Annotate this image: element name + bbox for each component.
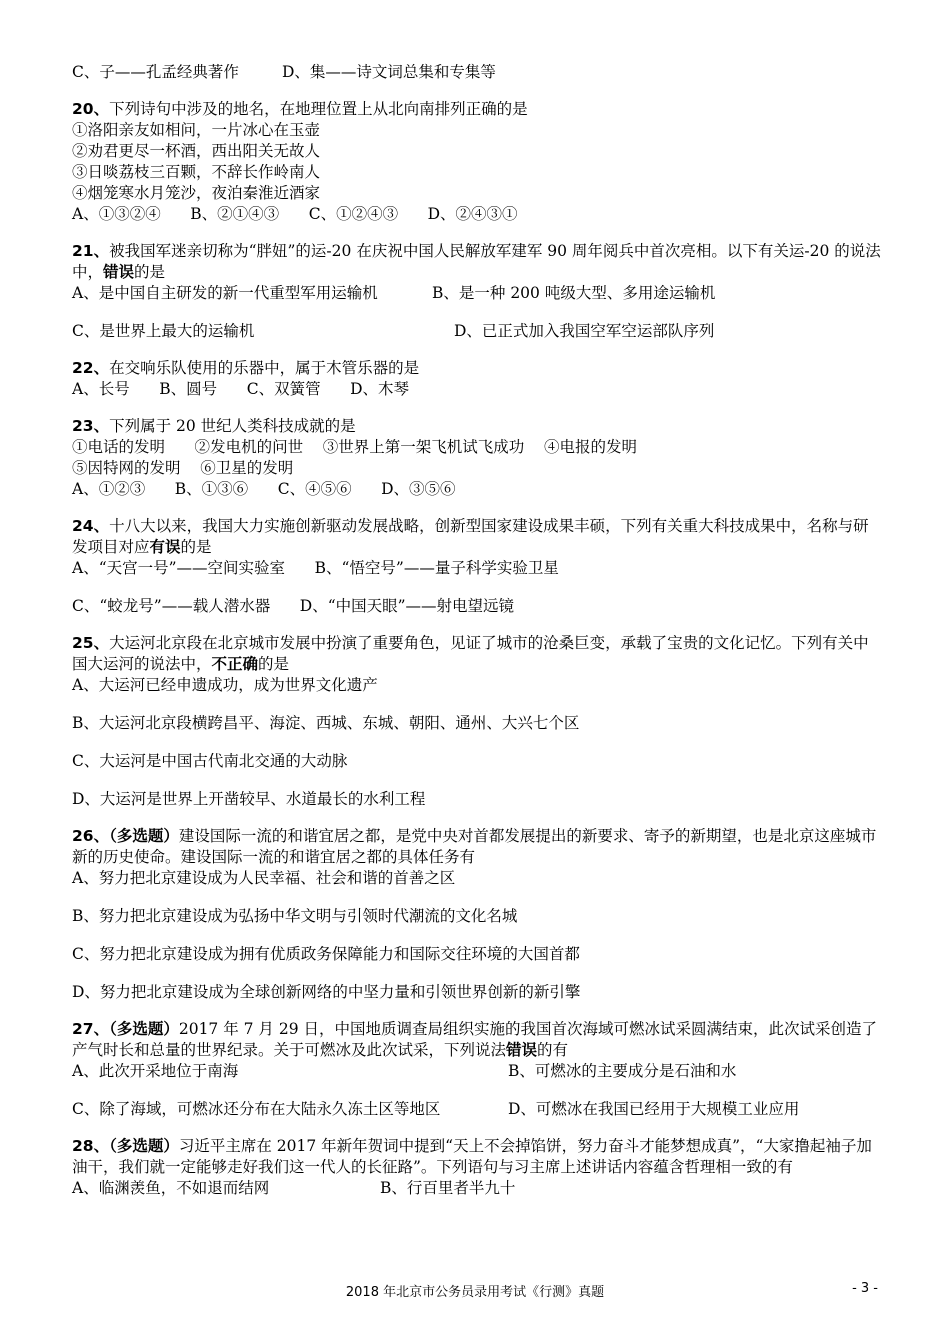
q25-option-b: B、大运河北京段横跨昌平、海淀、西城、东城、朝阳、通州、大兴七个区 [72,714,580,732]
q24-options-ab: A、“天宫一号”——空间实验室 B、“悟空号”——量子科学实验卫星 [72,559,559,577]
q20-item-3: ③日啖荔枝三百颗，不辞长作岭南人 [72,163,321,181]
question-25 [72,633,882,810]
question-28 [72,1136,882,1199]
exam-page [72,62,882,1199]
q22-options: A、长号 B、圆号 C、双簧管 D、木琴 [72,380,410,398]
q26-tag: （多选题） [109,827,179,845]
q24-options-cd: C、“蛟龙号”——载人潜水器 D、“中国天眼”——射电望远镜 [72,597,515,615]
q24-stem-a: 十八大以来，我国大力实施创新驱动发展战略，创新型国家建设成果丰硕，下列有关重大科技成果中，名称与研发项目对应 [72,517,869,556]
q25-stem-b: 的是 [258,655,290,673]
q26-option-b: B、努力把北京建设成为弘扬中华文明与引领时代潮流的文化名城 [72,907,518,925]
q28-stem: 习近平主席在 2017 年新年贺词中提到“天上不会掉馅饼，努力奋斗才能梦想成真”，“大家撸起袖子加油干，我们就一定能够走好我们这一代人的长征路”。下列语句与习主席上述讲话内容蕴含哲理相一致的有 [72,1137,872,1176]
q20-stem: 下列诗句中涉及的地名，在地理位置上从北向南排列正确的是 [109,100,528,118]
question-27 [72,1019,882,1120]
q24-stem-b: 的是 [180,538,212,556]
q28-tag: （多选题） [109,1137,179,1155]
q26-stem: 建设国际一流的和谐宜居之都，是党中央对首都发展提出的新要求、寄予的新期望，也是北京这座城市新的历史使命。建设国际一流的和谐宜居之都的具体任务有 [72,827,877,866]
q21-stem-a: 被我国军迷亲切称为“胖妞”的运-20 在庆祝中国人民解放军建军 90 周年阅兵中首次亮相。以下有关运-20 的说法中， [72,242,881,281]
q28-option-b: B、行百里者半九十 [380,1179,516,1197]
q27-option-b: B、可燃冰的主要成分是石油和水 [508,1062,737,1080]
q25-bold: 不正确 [211,655,259,673]
q26-option-a: A、努力把北京建设成为人民幸福、社会和谐的首善之区 [72,869,456,887]
q20-item-1: ①洛阳亲友如相问，一片冰心在玉壶 [72,121,321,139]
q21-option-c: C、是世界上最大的运输机 [72,322,255,340]
q27-option-d: D、可燃冰在我国已经用于大规模工业应用 [508,1100,800,1118]
q19-option-d: D、集——诗文词总集和专集等 [282,63,496,81]
q27-stem-a: 2017 年 7 月 29 日，中国地质调查局组织实施的我国首次海域可燃冰试采圆满结束，此次试采创造了产气时长和总量的世界纪录。关于可燃冰及此次试采，下列说法 [72,1020,878,1059]
q20-options: A、①③②④ B、②①④③ C、①②④③ D、②④③① [72,205,518,223]
q26-option-c: C、努力把北京建设成为拥有优质政务保障能力和国际交往环境的大国首都 [72,945,580,963]
q19-options [72,62,882,83]
q24-number: 24、 [72,517,110,535]
q27-option-a: A、此次开采地位于南海 [72,1062,239,1080]
question-21 [72,241,882,342]
q26-number: 26、 [72,827,110,845]
q25-number: 25、 [72,634,110,652]
q25-option-d: D、大运河是世界上开凿较早、水道最长的水利工程 [72,790,426,808]
q25-option-a: A、大运河已经申遗成功，成为世界文化遗产 [72,676,378,694]
q28-option-a: A、临渊羡鱼，不如退而结网 [72,1179,270,1197]
question-23 [72,416,882,500]
q23-number: 23、 [72,417,110,435]
q21-stem-b: 的是 [134,263,166,281]
q23-stem: 下列属于 20 世纪人类科技成就的是 [109,417,356,435]
q27-number: 27、 [72,1020,110,1038]
q27-option-c: C、除了海域，可燃冰还分布在大陆永久冻土区等地区 [72,1100,441,1118]
q21-option-a: A、是中国自主研发的新一代重型军用运输机 [72,284,378,302]
question-22 [72,358,882,400]
q26-option-d: D、努力把北京建设成为全球创新网络的中坚力量和引领世界创新的新引擎 [72,983,581,1001]
q21-option-d: D、已正式加入我国空军空运部队序列 [454,322,715,340]
q21-bold: 错误 [103,263,135,281]
q23-items-line-1: ①电话的发明 ②发电机的问世 ③世界上第一架飞机试飞成功 ④电报的发明 [72,438,637,456]
page-number: - 3 - [852,1281,878,1296]
q23-items-line-2: ⑤因特网的发明 ⑥卫星的发明 [72,459,294,477]
q21-option-b: B、是一种 200 吨级大型、多用途运输机 [432,284,716,302]
q27-tag: （多选题） [109,1020,179,1038]
q22-stem: 在交响乐队使用的乐器中，属于木管乐器的是 [109,359,420,377]
q19-option-c: C、子——孔孟经典著作 [72,63,239,81]
q22-number: 22、 [72,359,110,377]
question-20 [72,99,882,225]
q23-options: A、①②③ B、①③⑥ C、④⑤⑥ D、③⑤⑥ [72,480,456,498]
q28-number: 28、 [72,1137,110,1155]
q20-item-4: ④烟笼寒水月笼沙，夜泊秦淮近酒家 [72,184,321,202]
footer-title: 2018 年北京市公务员录用考试《行测》真题 [345,1285,605,1300]
question-24 [72,516,882,617]
q27-stem-b: 的有 [537,1041,569,1059]
question-26 [72,826,882,1003]
q24-bold: 有误 [149,538,181,556]
q21-number: 21、 [72,242,110,260]
q27-bold: 错误 [506,1041,538,1059]
q25-stem-a: 大运河北京段在北京城市发展中扮演了重要角色，见证了城市的沧桑巨变，承载了宝贵的文化记忆。下列有关中国大运河的说法中， [72,634,869,673]
q25-option-c: C、大运河是中国古代南北交通的大动脉 [72,752,348,770]
q20-item-2: ②劝君更尽一杯酒，西出阳关无故人 [72,142,321,160]
q20-number: 20、 [72,100,110,118]
